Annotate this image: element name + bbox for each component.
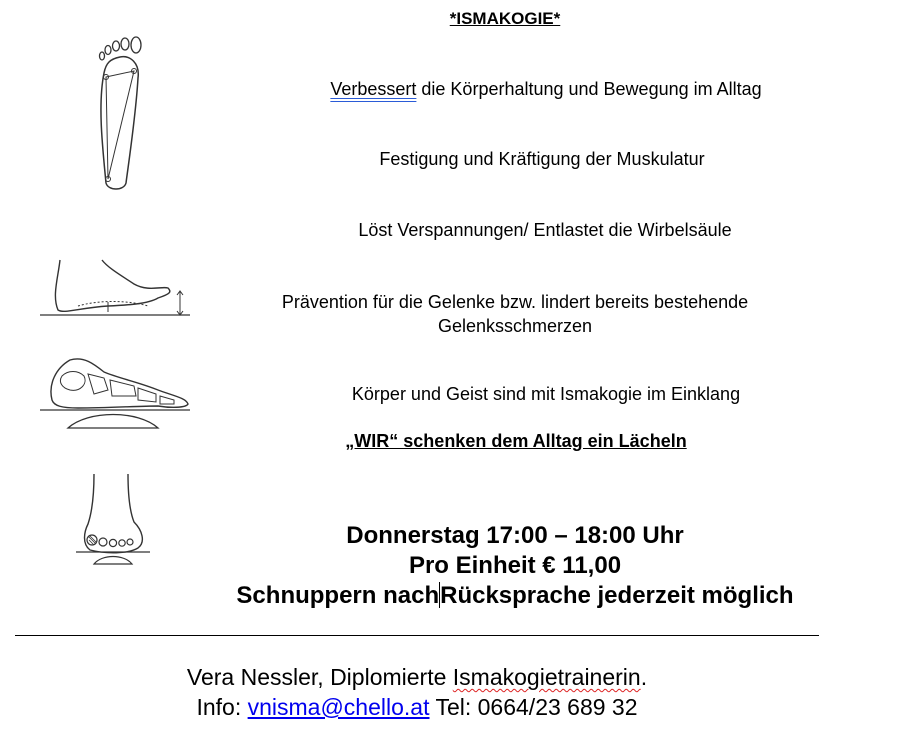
footer-contact-line: [117, 694, 717, 721]
foot-side-arch-icon: [38, 258, 194, 322]
schedule-day-time: Donnerstag 17:00 – 18:00 Uhr: [346, 522, 684, 549]
footer-name-line: [117, 664, 717, 691]
foot-front-icon: [72, 472, 154, 568]
benefit-posture: [246, 79, 846, 100]
foot-sole-icon: [90, 33, 150, 193]
foot-skeleton-icon: [38, 354, 194, 432]
benefit-rest: die Körperhaltung und Bewegung im Alltag: [416, 79, 762, 99]
page-title: *ISMAKOGIE*: [449, 9, 561, 28]
footer-name-suffix: .: [640, 664, 648, 690]
footer-name-title: Ismakogietrainerin: [452, 664, 641, 690]
trial-text-b: Rücksprache jederzeit möglich: [440, 582, 794, 609]
benefit-lead-word: Verbessert: [330, 79, 417, 99]
divider: [15, 635, 819, 636]
slogan: „WIR“ schenken dem Alltag ein Lächeln: [345, 431, 687, 451]
benefit-muscles: Festigung und Kräftigung der Muskulatur: [379, 149, 705, 169]
benefit-body-mind: Körper und Geist sind mit Ismakogie im Einklang: [351, 384, 741, 404]
schedule-trial[interactable]: [165, 582, 865, 610]
footer-name-prefix: Vera Nessler, Diplomierte: [186, 664, 453, 690]
footer-phone: Tel: 0664/23 689 32: [429, 694, 638, 720]
benefit-joints: Prävention für die Gelenke bzw. lindert bereits bestehende Gelenksschmerzen: [281, 292, 749, 336]
trial-text-a: Schnuppern nach: [236, 582, 440, 609]
schedule-price: Pro Einheit € 11,00: [408, 552, 622, 579]
footer-info-label: Info:: [196, 694, 248, 720]
benefit-tension: Löst Verspannungen/ Entlastet die Wirbelsäule: [358, 220, 732, 240]
email-link[interactable]: vnisma@chello.at: [247, 694, 430, 720]
